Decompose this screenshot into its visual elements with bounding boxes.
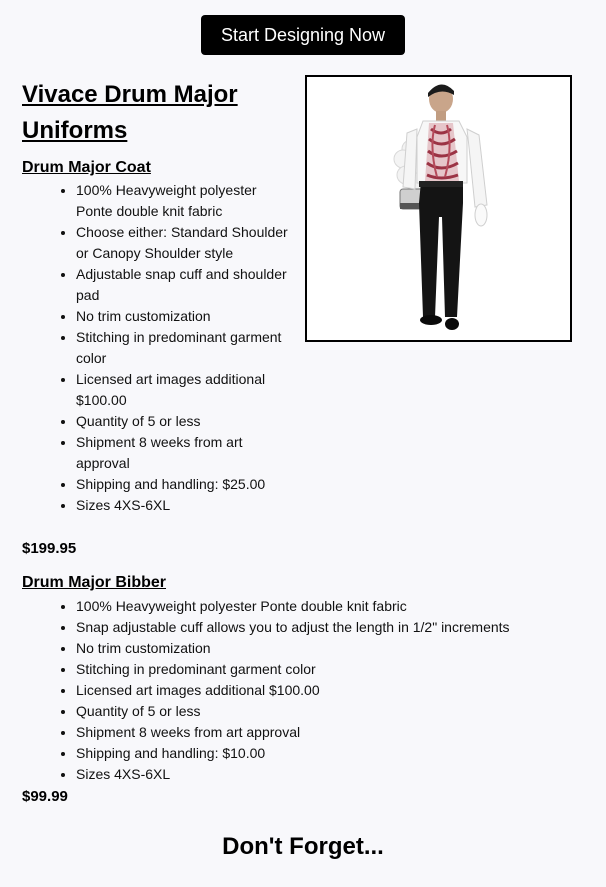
list-item: • Quantity of 5 or less [76, 411, 290, 432]
start-designing-button[interactable]: Start Designing Now [201, 15, 405, 55]
page-title: Vivace Drum Major Uniforms [22, 81, 238, 144]
list-item: • Sizes 4XS-6XL [76, 495, 290, 516]
list-item: • Choose either: Standard Shoulder or Canopy Shoulder style [76, 222, 290, 264]
bibber-section-title: Drum Major Bibber [22, 574, 167, 591]
list-item: • Stitching in predominant garment color [76, 327, 290, 369]
list-item: • Sizes 4XS-6XL [76, 764, 576, 785]
dont-forget-heading: Don't Forget... [222, 833, 384, 860]
list-item: • 100% Heavyweight polyester Ponte double knit fabric [76, 180, 290, 222]
coat-features-list [22, 180, 290, 516]
cta-container [0, 15, 606, 55]
list-item: • No trim customization [76, 306, 290, 327]
coat-section-title: Drum Major Coat [22, 159, 151, 176]
list-item: • 100% Heavyweight polyester Ponte double knit fabric [76, 596, 576, 617]
list-item: • Shipping and handling: $25.00 [76, 474, 290, 495]
list-item: • Licensed art images additional $100.00 [76, 369, 290, 411]
list-item: • Quantity of 5 or less [76, 701, 576, 722]
list-item: • Shipment 8 weeks from art approval [76, 432, 290, 474]
list-item: • Adjustable snap cuff and shoulder pad [76, 264, 290, 306]
product-image [305, 75, 572, 342]
bibber-price: $99.99 [22, 788, 68, 805]
list-item: • Stitching in predominant garment color [76, 659, 576, 680]
drum-major-model-photo-icon [307, 77, 570, 340]
bibber-features-list [22, 596, 576, 785]
coat-price: $199.95 [22, 540, 77, 557]
list-item: • No trim customization [76, 638, 576, 659]
list-item: • Snap adjustable cuff allows you to adjust the length in 1/2" increments [76, 617, 576, 638]
list-item: • Shipping and handling: $10.00 [76, 743, 576, 764]
list-item: • Shipment 8 weeks from art approval [76, 722, 576, 743]
list-item: • Licensed art images additional $100.00 [76, 680, 576, 701]
